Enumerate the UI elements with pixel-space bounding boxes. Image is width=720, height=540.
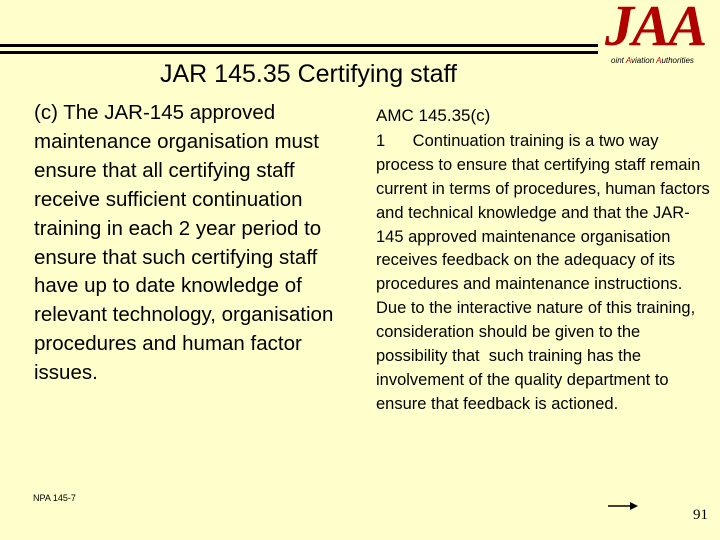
logo-sub-2: A [625,56,632,65]
logo-sub-4: A [656,56,662,65]
logo-sub-1: oint [611,56,626,65]
header-rule-bottom [0,51,598,54]
requirement-text: (c) The JAR-145 approved maintenance organisation must ensure that all certifying staff receive sufficient continuation training in each 2 year period to ensure that such certifying staff have up to date knowledge of relevant technology, organisation procedures and human factor issues. [34,101,334,385]
right-arrow-icon[interactable] [608,501,638,511]
footer-reference: NPA 145-7 [33,493,76,503]
amc-body: 1 Continuation training is a two way process to ensure that certifying staff remain current in terms of procedures, human factors and technical knowledge and that the JAR-145 approved maintenance organisation receives feedback on the adequacy of its procedures and maintenance instructions. Due to the interactive nature of this training, consideration should be given to the possibility that such training has the involvement of the quality department to ensure that feedback is actioned. [376,131,715,413]
logo-sub-5: uthorities [661,56,694,65]
page-number: 91 [693,507,708,523]
logo-sub-3: viation [631,56,657,65]
logo-letters: JAA [605,0,706,58]
logo-subtitle [611,56,694,65]
amc-heading: AMC 145.35(c) [376,106,491,125]
amc-section [376,104,716,417]
jaa-logo [605,2,717,68]
slide-title: JAR 145.35 Certifying staff [160,60,457,88]
header-rule-top [0,44,598,47]
